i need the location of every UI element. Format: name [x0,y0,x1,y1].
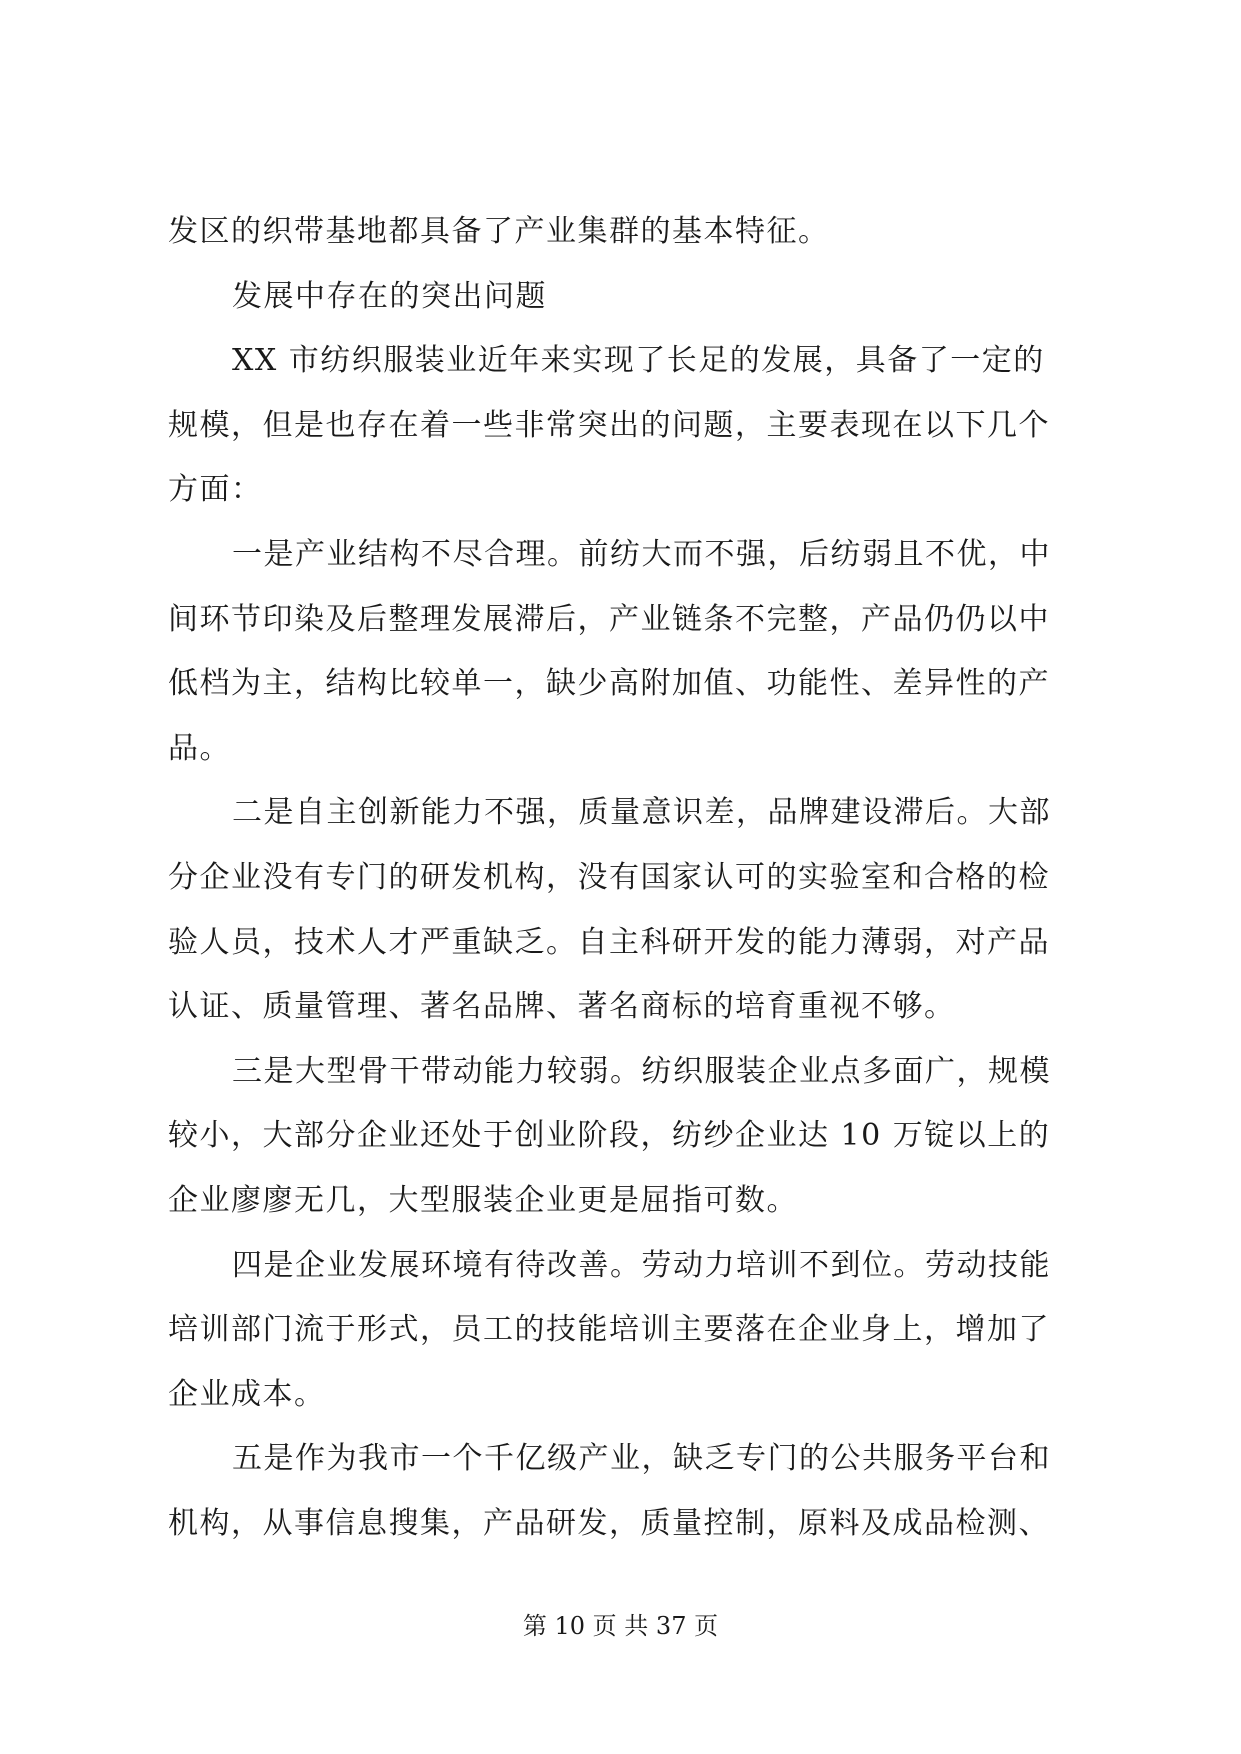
text-line: 分企业没有专门的研发机构，没有国家认可的实验室和合格的检 [168,859,1050,895]
text-line: 企业成本。 [168,1376,326,1412]
text-line: 四是企业发展环境有待改善。劳动力培训不到位。劳动技能 [232,1247,1051,1283]
text-line: 认证、质量管理、著名品牌、著名商标的培育重视不够。 [168,989,956,1025]
text-line: 间环节印染及后整理发展滞后，产业链条不完整，产品仍仍以中 [168,601,1050,637]
text-line: 二是自主创新能力不强，质量意识差，品牌建设滞后。大部 [232,795,1051,831]
page-footer: 第 10 页 共 37 页 [522,1612,719,1640]
body-text [168,200,1098,1556]
text-line: 较小，大部分企业还处于创业阶段，纺纱企业达 10 万锭以上的 [168,1118,1051,1154]
text-line: 企业廖廖无几，大型服装企业更是屈指可数。 [168,1182,798,1218]
text-line: 培训部门流于形式，员工的技能培训主要落在企业身上，增加了 [168,1312,1050,1348]
text-line: 三是大型骨干带动能力较弱。纺织服装企业点多面广，规模 [232,1053,1051,1089]
text-line: 规模，但是也存在着一些非常突出的问题，主要表现在以下几个 [168,407,1050,443]
text-line: 低档为主，结构比较单一，缺少高附加值、功能性、差异性的产 [168,666,1050,702]
text-line: 发展中存在的突出问题 [232,278,547,314]
text-line: 发区的织带基地都具备了产业集群的基本特征。 [168,214,830,249]
text-line: 品。 [168,730,231,766]
text-line: XX 市纺织服装业近年来实现了长足的发展，具备了一定的 [232,343,1045,379]
text-line: 一是产业结构不尽合理。前纺大而不强，后纺弱且不优，中 [232,536,1051,572]
text-line: 五是作为我市一个千亿级产业，缺乏专门的公共服务平台和 [232,1441,1051,1477]
text-line: 验人员，技术人才严重缺乏。自主科研开发的能力薄弱，对产品 [168,924,1050,960]
text-line: 机构，从事信息搜集，产品研发，质量控制，原料及成品检测、 [168,1505,1050,1541]
text-line: 方面： [168,472,263,508]
